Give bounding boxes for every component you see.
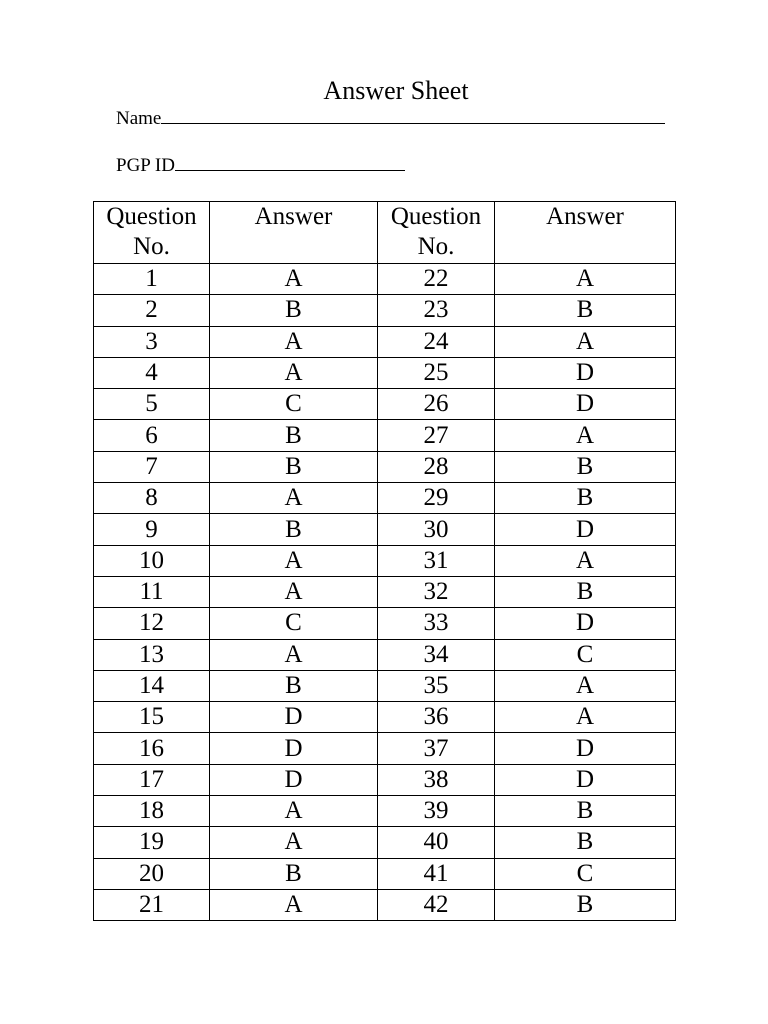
table-row: [94, 608, 676, 639]
question-no-cell: 2: [94, 295, 210, 326]
table-row: [94, 889, 676, 920]
question-no-cell: 10: [94, 545, 210, 576]
question-no-cell: 25: [378, 357, 495, 388]
pgp-id-field: [116, 152, 405, 178]
question-no-cell: 37: [378, 733, 495, 764]
question-no-cell: 8: [94, 483, 210, 514]
answer-cell: A: [495, 702, 676, 733]
answer-cell: B: [495, 889, 676, 920]
answer-cell: B: [210, 858, 378, 889]
pgp-id-label: PGP ID: [116, 155, 175, 176]
question-no-cell: 20: [94, 858, 210, 889]
question-no-cell: 9: [94, 514, 210, 545]
question-no-cell: 6: [94, 420, 210, 451]
question-no-cell: 36: [378, 702, 495, 733]
answer-cell: D: [210, 733, 378, 764]
question-no-cell: 4: [94, 357, 210, 388]
answer-cell: A: [210, 796, 378, 827]
question-no-cell: 42: [378, 889, 495, 920]
table-row: [94, 420, 676, 451]
question-no-cell: 19: [94, 827, 210, 858]
question-no-cell: 33: [378, 608, 495, 639]
table-row: [94, 670, 676, 701]
answer-cell: C: [495, 639, 676, 670]
answer-cell: A: [210, 576, 378, 607]
answer-cell: B: [210, 451, 378, 482]
table-row: [94, 264, 676, 295]
answer-cell: A: [210, 827, 378, 858]
table-row: [94, 326, 676, 357]
table-row: [94, 796, 676, 827]
question-no-cell: 18: [94, 796, 210, 827]
question-no-cell: 32: [378, 576, 495, 607]
question-no-cell: 34: [378, 639, 495, 670]
answer-cell: A: [210, 889, 378, 920]
question-no-cell: 3: [94, 326, 210, 357]
answer-cell: A: [495, 264, 676, 295]
answer-cell: B: [495, 576, 676, 607]
answer-cell: B: [495, 483, 676, 514]
question-no-cell: 38: [378, 764, 495, 795]
question-no-cell: 31: [378, 545, 495, 576]
table-row: [94, 764, 676, 795]
answer-cell: D: [495, 514, 676, 545]
name-label: Name: [116, 108, 162, 129]
name-field: [116, 105, 665, 131]
answer-cell: A: [495, 670, 676, 701]
column-header-question-no-left: Question No.: [94, 202, 210, 264]
answer-cell: A: [495, 326, 676, 357]
answer-cell: B: [495, 451, 676, 482]
pgp-id-blank-line: [175, 152, 405, 171]
question-no-cell: 23: [378, 295, 495, 326]
question-no-cell: 29: [378, 483, 495, 514]
question-no-cell: 24: [378, 326, 495, 357]
table-row: [94, 389, 676, 420]
answer-table: [93, 201, 676, 921]
table-row: [94, 451, 676, 482]
answer-cell: D: [210, 702, 378, 733]
question-no-cell: 30: [378, 514, 495, 545]
question-no-cell: 35: [378, 670, 495, 701]
table-row: [94, 357, 676, 388]
table-row: [94, 702, 676, 733]
answer-cell: B: [495, 796, 676, 827]
answer-cell: A: [210, 545, 378, 576]
question-no-cell: 13: [94, 639, 210, 670]
table-row: [94, 295, 676, 326]
question-no-cell: 5: [94, 389, 210, 420]
table-row: [94, 576, 676, 607]
question-no-cell: 40: [378, 827, 495, 858]
page-title: Answer Sheet: [323, 76, 469, 105]
answer-cell: B: [210, 295, 378, 326]
answer-cell: A: [495, 420, 676, 451]
answer-cell: A: [210, 639, 378, 670]
question-no-cell: 39: [378, 796, 495, 827]
answer-table-header-row: [94, 202, 676, 264]
answer-cell: B: [495, 827, 676, 858]
question-no-cell: 12: [94, 608, 210, 639]
answer-cell: A: [210, 264, 378, 295]
answer-cell: B: [210, 514, 378, 545]
table-row: [94, 733, 676, 764]
question-no-cell: 1: [94, 264, 210, 295]
question-no-cell: 14: [94, 670, 210, 701]
answer-cell: A: [210, 357, 378, 388]
answer-table-body: [94, 264, 676, 921]
table-row: [94, 827, 676, 858]
answer-cell: A: [210, 483, 378, 514]
answer-cell: D: [495, 608, 676, 639]
column-header-answer-left: Answer: [210, 202, 378, 264]
question-no-cell: 27: [378, 420, 495, 451]
question-no-cell: 7: [94, 451, 210, 482]
table-row: [94, 639, 676, 670]
question-no-cell: 16: [94, 733, 210, 764]
answer-cell: C: [210, 389, 378, 420]
answer-cell: D: [495, 357, 676, 388]
answer-cell: D: [495, 733, 676, 764]
answer-cell: A: [210, 326, 378, 357]
table-row: [94, 514, 676, 545]
table-row: [94, 483, 676, 514]
question-no-cell: 15: [94, 702, 210, 733]
table-row: [94, 545, 676, 576]
name-blank-line: [161, 105, 665, 124]
column-header-answer-right: Answer: [495, 202, 676, 264]
question-no-cell: 17: [94, 764, 210, 795]
question-no-cell: 28: [378, 451, 495, 482]
question-no-cell: 41: [378, 858, 495, 889]
answer-cell: B: [210, 420, 378, 451]
answer-cell: B: [210, 670, 378, 701]
answer-cell: C: [495, 858, 676, 889]
answer-cell: D: [495, 389, 676, 420]
answer-cell: C: [210, 608, 378, 639]
answer-cell: A: [495, 545, 676, 576]
column-header-question-no-right: Question No.: [378, 202, 495, 264]
question-no-cell: 26: [378, 389, 495, 420]
table-row: [94, 858, 676, 889]
answer-cell: D: [495, 764, 676, 795]
question-no-cell: 11: [94, 576, 210, 607]
question-no-cell: 22: [378, 264, 495, 295]
answer-cell: D: [210, 764, 378, 795]
question-no-cell: 21: [94, 889, 210, 920]
answer-cell: B: [495, 295, 676, 326]
